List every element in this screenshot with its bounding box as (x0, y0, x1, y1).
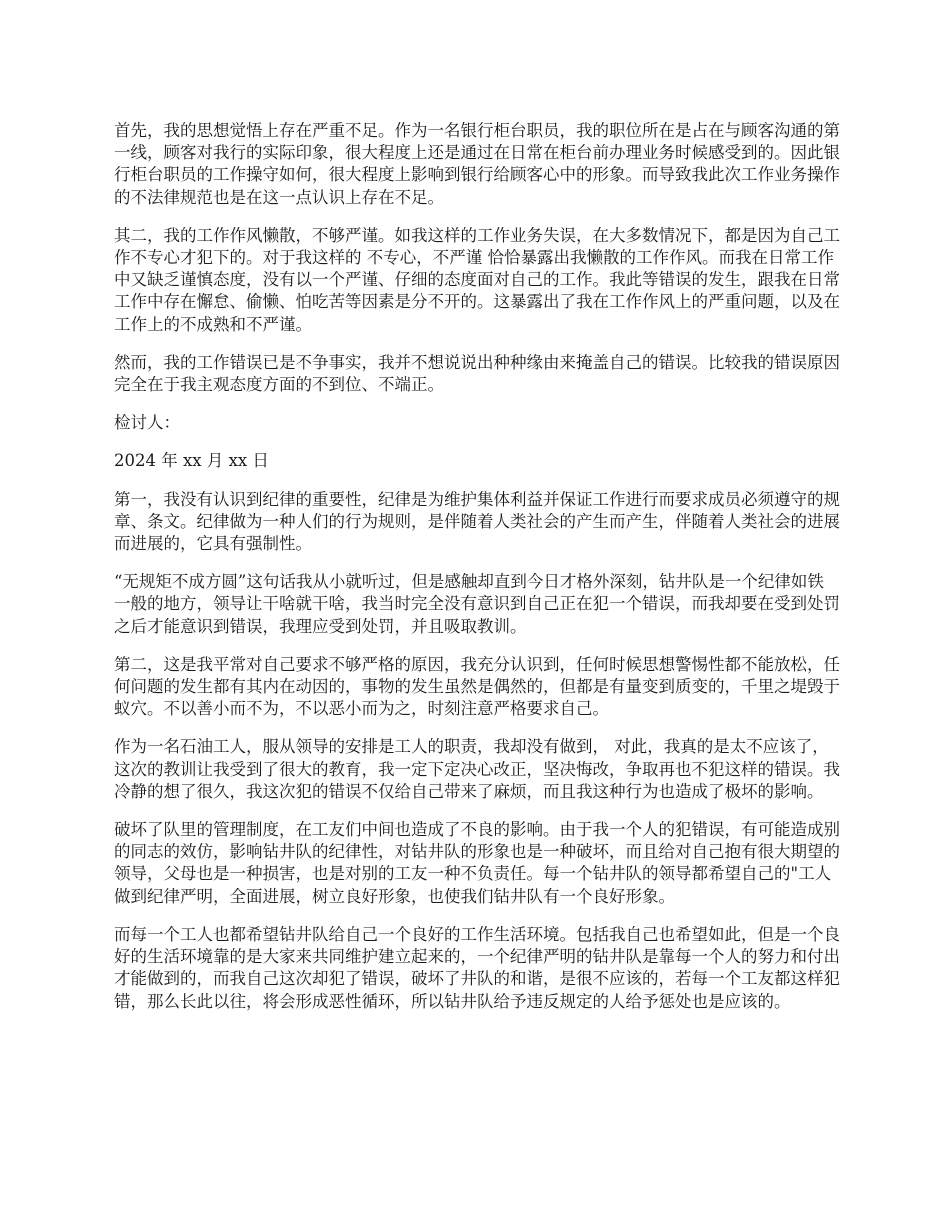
paragraph-discipline-importance: 第一，我没有认识到纪律的重要性，纪律是为维护集体利益并保证工作进行而要求成员必须遵守的规章、条文。纪律做为一种人们的行为规则，是伴随着人类社会的产生而产生，伴随着人类社会的进展而进展的，它具有强制性。 (114, 489, 840, 554)
paragraph-thought-awareness: 首先，我的思想觉悟上存在严重不足。作为一名银行柜台职员，我的职位所在是占在与顾客沟通的第一线，顾客对我行的实际印象，很大程度上还是通过在日常在柜台前办理业务时候感受到的。因此银行柜台职员的工作操守如何，很大程度上影响到银行给顾客心中的形象。而导致我此次工作业务操作的不法律规范也是在这一点认识上存在不足。 (114, 121, 840, 207)
paragraph-rules-quote: “无规矩不成方圆”这句话我从小就听过，但是感触却直到今日才格外深刻，钻井队是一个纪律如铁一般的地方，领导让干啥就干啥，我当时完全没有意识到自己正在犯一个错误，而我却要在受到处罚之后才能意识到错误，我理应受到处罚，并且吸取教训。 (114, 572, 840, 636)
paragraph-management-damage: 破坏了队里的管理制度，在工友们中间也造成了不良的影响。由于我一个人的犯错误，有可能造成别的同志的效仿，影响钻井队的纪律性，对钻井队的形象也是一种破坏，而且给对自己抱有很大期望的领导，父母也是一种损害，也是对别的工友一种不负责任。每一个钻井队的领导都希望自己的"工人做到纪律严明，全面进展，树立良好形象，也使我们钻井队有一个良好形象。 (114, 820, 840, 906)
document-body (114, 120, 840, 1029)
paragraph-self-requirement: 第二，这是我平常对自己要求不够严格的原因，我充分认识到，任何时候思想警惕性都不能放松，任何问题的发生都有其内在动因的，事物的发生虽然是偶然的，但都是有量变到质变的，千里之堤毁于蚁穴。不以善小而不为，不以恶小而为之，时刻注意严格要求自己。 (114, 654, 840, 719)
date-line: 2024 年 xx 月 xx 日 (114, 451, 269, 471)
paragraph-oil-worker: 作为一名石油工人，服从领导的安排是工人的职责，我却没有做到， 对此，我真的是太不应该了，这次的教训让我受到了很大的教育，我一定下定决心改正，坚决悔改，争取再也不犯这样的错误。我冷静的想了很久，我这次犯的错误不仅给自己带来了麻烦，而且我这种行为也造成了极坏的影响。 (114, 737, 840, 801)
paragraph-environment: 而每一个工人也都希望钻井队给自己一个良好的工作生活环境。包括我自己也希望如此，但是一个良好的生活环境靠的是大家来共同维护建立起来的，一个纪律严明的钻井队是靠每一个人的努力和付出才能做到的，而我自己这次却犯了错误，破坏了井队的和谐，是很不应该的，若每一个工友都这样犯错，那么长此以往，将会形成恶性循环，所以钻井队给予违反规定的人给予惩处也是应该的。 (114, 924, 840, 1011)
paragraph-work-style: 其二，我的工作作风懒散，不够严谨。如我这样的工作业务失误，在大多数情况下，都是因为自己工作不专心才犯下的。对于我这样的 不专心，不严谨 恰恰暴露出我懒散的工作作风。而我在日常工作中又缺乏谨慎态度，没有以一个严谨、仔细的态度面对自己的工作。我此等错误的发生，跟我在日常工作中存在懈怠、偷懒、怕吃苦等因素是分不开的。这暴露出了我在工作作风上的严重问题，以及在工作上的不成熟和不严谨。 (114, 225, 840, 334)
paragraph-admission: 然而，我的工作错误已是不争事实，我并不想说说出种种缘由来掩盖自己的错误。比较我的错误原因完全在于我主观态度方面的不到位、不端正。 (114, 352, 840, 395)
signature-label: 检讨人： (114, 413, 180, 433)
